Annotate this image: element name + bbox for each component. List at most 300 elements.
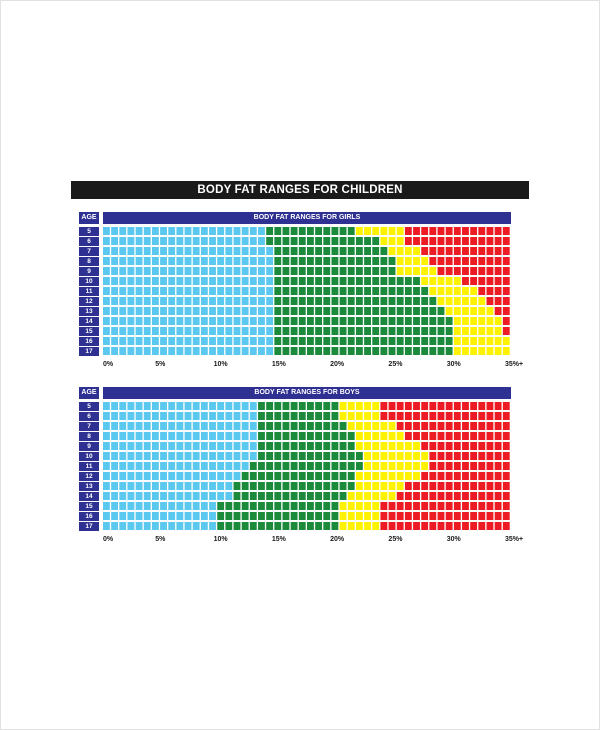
- grid-cell: [160, 287, 167, 295]
- grid-cell: [405, 512, 412, 520]
- grid-cell: [421, 297, 428, 305]
- grid-cell: [307, 307, 314, 315]
- grid-cell: [323, 247, 330, 255]
- grid-cell: [299, 267, 306, 275]
- grid-cell: [152, 482, 159, 490]
- grid-cell: [462, 297, 469, 305]
- grid-cell: [168, 277, 175, 285]
- grid-cell: [234, 502, 241, 510]
- grid-cell: [397, 317, 404, 325]
- grid-cell: [299, 307, 306, 315]
- grid-cell: [478, 522, 485, 530]
- grid-cell: [160, 297, 167, 305]
- grid-cell: [348, 502, 355, 510]
- grid-cell: [487, 492, 494, 500]
- grid-cell: [421, 227, 428, 235]
- grid-cell: [111, 267, 118, 275]
- grid-cell: [283, 307, 290, 315]
- grid-cell: [446, 347, 453, 355]
- grid-cell: [242, 412, 249, 420]
- grid-cell: [364, 452, 371, 460]
- grid-cell: [340, 472, 347, 480]
- grid-cell: [413, 442, 420, 450]
- grid-cell: [209, 402, 216, 410]
- grid-cell: [307, 442, 314, 450]
- grid-cell: [127, 412, 134, 420]
- grid-cell: [389, 412, 396, 420]
- grid-cell: [242, 347, 249, 355]
- grid-cell: [217, 432, 224, 440]
- grid-cell: [201, 422, 208, 430]
- grid-cell: [340, 522, 347, 530]
- x-tick-label: 15%: [271, 361, 286, 368]
- grid-cell: [372, 402, 379, 410]
- grid-cell: [299, 227, 306, 235]
- grid-cell: [429, 237, 436, 245]
- grid-cell: [397, 452, 404, 460]
- grid-cell: [413, 402, 420, 410]
- grid-cell: [152, 337, 159, 345]
- grid-cell: [462, 512, 469, 520]
- grid-cell: [380, 522, 387, 530]
- grid-cell: [176, 422, 183, 430]
- grid-cell: [201, 502, 208, 510]
- grid-cell: [389, 472, 396, 480]
- grid-cell: [429, 512, 436, 520]
- age-label: 16: [79, 337, 99, 346]
- grid-cell: [421, 452, 428, 460]
- grid-cell: [307, 337, 314, 345]
- grid-cell: [160, 482, 167, 490]
- grid-cell: [160, 422, 167, 430]
- grid-cell: [356, 462, 363, 470]
- age-label: 9: [79, 442, 99, 451]
- grid-cell: [470, 297, 477, 305]
- grid-cell: [307, 317, 314, 325]
- grid-cell: [274, 347, 281, 355]
- grid-cell: [446, 337, 453, 345]
- grid-cell: [111, 512, 118, 520]
- grid-cell: [364, 422, 371, 430]
- grid-cell: [209, 472, 216, 480]
- age-label: 11: [79, 287, 99, 296]
- grid-cell: [299, 522, 306, 530]
- grid-cell: [225, 492, 232, 500]
- grid-cell: [242, 462, 249, 470]
- grid-cell: [250, 267, 257, 275]
- grid-cell: [119, 327, 126, 335]
- grid-cell: [274, 247, 281, 255]
- grid-cell: [168, 512, 175, 520]
- grid-cell: [356, 247, 363, 255]
- grid-cell: [160, 317, 167, 325]
- grid-cell: [315, 442, 322, 450]
- grid-cell: [103, 462, 110, 470]
- grid-cell: [503, 492, 510, 500]
- grid-cell: [258, 267, 265, 275]
- grid-cell: [364, 442, 371, 450]
- grid-cell: [209, 502, 216, 510]
- grid-cell: [144, 347, 151, 355]
- grid-cell: [291, 347, 298, 355]
- grid-cell: [291, 402, 298, 410]
- grid-cell: [291, 317, 298, 325]
- grid-cell: [283, 297, 290, 305]
- grid-cell: [331, 337, 338, 345]
- grid-cell: [380, 482, 387, 490]
- grid-cell: [225, 422, 232, 430]
- grid-cell: [397, 512, 404, 520]
- grid-cell: [201, 277, 208, 285]
- grid-cell: [331, 432, 338, 440]
- grid-cell: [446, 327, 453, 335]
- grid-cell: [364, 257, 371, 265]
- grid-cell: [242, 442, 249, 450]
- grid-cell: [299, 337, 306, 345]
- grid-cell: [389, 307, 396, 315]
- grid-cell: [356, 452, 363, 460]
- grid-cell: [331, 317, 338, 325]
- grid-cell: [315, 237, 322, 245]
- grid-cell: [111, 452, 118, 460]
- grid-cell: [487, 422, 494, 430]
- grid-cell: [291, 502, 298, 510]
- grid-cell: [250, 337, 257, 345]
- grid-cell: [283, 277, 290, 285]
- grid-cell: [266, 512, 273, 520]
- x-tick-label: 0%: [103, 536, 114, 543]
- grid-cell: [160, 237, 167, 245]
- grid-cell: [176, 492, 183, 500]
- grid-cell: [356, 402, 363, 410]
- grid-cell: [331, 287, 338, 295]
- grid-cell: [372, 492, 379, 500]
- grid-cell: [152, 452, 159, 460]
- grid-cell: [495, 287, 502, 295]
- grid-cell: [193, 492, 200, 500]
- grid-cell: [234, 422, 241, 430]
- grid-cell: [413, 412, 420, 420]
- grid-cell: [185, 502, 192, 510]
- grid-cell: [495, 277, 502, 285]
- grid-cell: [323, 442, 330, 450]
- grid-cell: [364, 287, 371, 295]
- grid-cell: [348, 482, 355, 490]
- grid-cell: [160, 412, 167, 420]
- grid-cell: [176, 237, 183, 245]
- grid-cell: [307, 472, 314, 480]
- grid-cell: [446, 227, 453, 235]
- age-label: 15: [79, 502, 99, 511]
- grid-cell: [176, 247, 183, 255]
- grid-cell: [372, 297, 379, 305]
- grid-cell: [487, 297, 494, 305]
- grid-cell: [405, 482, 412, 490]
- grid-cell: [185, 432, 192, 440]
- grid-cell: [225, 247, 232, 255]
- grid-cell: [291, 422, 298, 430]
- grid-cell: [119, 307, 126, 315]
- grid-cell: [397, 267, 404, 275]
- grid-cell: [168, 337, 175, 345]
- grid-cell: [242, 247, 249, 255]
- grid-cell: [356, 307, 363, 315]
- grid-cell: [413, 227, 420, 235]
- grid-cell: [315, 267, 322, 275]
- grid-cell: [348, 512, 355, 520]
- grid-cell: [495, 442, 502, 450]
- grid-cell: [176, 287, 183, 295]
- grid-cell: [250, 512, 257, 520]
- grid-cell: [136, 412, 143, 420]
- grid-cell: [274, 257, 281, 265]
- grid-cell: [250, 307, 257, 315]
- grid-cell: [193, 277, 200, 285]
- grid-cell: [315, 452, 322, 460]
- grid-cell: [209, 287, 216, 295]
- age-label: 13: [79, 482, 99, 491]
- grid-cell: [331, 452, 338, 460]
- grid-cell: [495, 452, 502, 460]
- grid-cell: [168, 247, 175, 255]
- grid-cell: [127, 502, 134, 510]
- grid-cell: [380, 347, 387, 355]
- grid-cell: [405, 307, 412, 315]
- grid-cell: [274, 482, 281, 490]
- grid-cell: [242, 492, 249, 500]
- grid-cell: [413, 267, 420, 275]
- grid-cell: [103, 422, 110, 430]
- grid-cell: [136, 307, 143, 315]
- grid-cell: [291, 267, 298, 275]
- grid-cell: [242, 257, 249, 265]
- grid-cell: [364, 412, 371, 420]
- grid-cell: [470, 402, 477, 410]
- grid-cell: [470, 492, 477, 500]
- grid-cell: [160, 247, 167, 255]
- grid-cell: [438, 287, 445, 295]
- grid-cell: [356, 412, 363, 420]
- grid-cell: [331, 492, 338, 500]
- grid-cell: [429, 267, 436, 275]
- grid-cell: [144, 492, 151, 500]
- grid-cell: [495, 257, 502, 265]
- grid-cell: [185, 237, 192, 245]
- grid-cell: [487, 257, 494, 265]
- grid-cell: [478, 452, 485, 460]
- grid-cell: [250, 247, 257, 255]
- grid-cell: [266, 482, 273, 490]
- grid-cell: [446, 257, 453, 265]
- grid-cell: [144, 287, 151, 295]
- grid-cell: [331, 277, 338, 285]
- grid-cell: [111, 422, 118, 430]
- grid-cell: [250, 472, 257, 480]
- grid-cell: [405, 522, 412, 530]
- grid-cell: [372, 237, 379, 245]
- grid-cell: [127, 277, 134, 285]
- grid-cell: [136, 237, 143, 245]
- grid-cell: [266, 502, 273, 510]
- grid-cell: [356, 482, 363, 490]
- body-fat-grid: [103, 402, 511, 532]
- grid-cell: [250, 482, 257, 490]
- grid-cell: [307, 502, 314, 510]
- grid-cell: [389, 227, 396, 235]
- grid-cell: [217, 402, 224, 410]
- grid-cell: [176, 412, 183, 420]
- grid-cell: [250, 432, 257, 440]
- grid-cell: [478, 472, 485, 480]
- grid-cell: [283, 452, 290, 460]
- grid-cell: [478, 492, 485, 500]
- grid-cell: [250, 412, 257, 420]
- grid-cell: [176, 267, 183, 275]
- grid-cell: [364, 432, 371, 440]
- grid-cell: [364, 237, 371, 245]
- grid-cell: [111, 257, 118, 265]
- grid-cell: [250, 422, 257, 430]
- age-label: 10: [79, 277, 99, 286]
- grid-cell: [127, 307, 134, 315]
- grid-cell: [397, 327, 404, 335]
- grid-cell: [299, 257, 306, 265]
- grid-cell: [307, 327, 314, 335]
- grid-cell: [119, 237, 126, 245]
- grid-cell: [103, 227, 110, 235]
- grid-cell: [283, 402, 290, 410]
- grid-cell: [144, 277, 151, 285]
- grid-cell: [348, 522, 355, 530]
- grid-cell: [266, 227, 273, 235]
- grid-cell: [168, 402, 175, 410]
- grid-cell: [446, 522, 453, 530]
- grid-cell: [470, 267, 477, 275]
- grid-cell: [307, 522, 314, 530]
- grid-cell: [209, 442, 216, 450]
- grid-cell: [454, 432, 461, 440]
- grid-cell: [119, 492, 126, 500]
- grid-cell: [136, 247, 143, 255]
- grid-cell: [168, 522, 175, 530]
- grid-cell: [152, 492, 159, 500]
- grid-cell: [487, 432, 494, 440]
- age-label: 17: [79, 522, 99, 531]
- grid-cell: [283, 412, 290, 420]
- grid-cell: [446, 422, 453, 430]
- age-label: 13: [79, 307, 99, 316]
- grid-cell: [503, 247, 510, 255]
- grid-cell: [487, 502, 494, 510]
- grid-cell: [185, 462, 192, 470]
- grid-cell: [503, 452, 510, 460]
- grid-cell: [462, 482, 469, 490]
- grid-cell: [413, 512, 420, 520]
- grid-cell: [315, 347, 322, 355]
- grid-cell: [389, 317, 396, 325]
- grid-cell: [234, 402, 241, 410]
- grid-cell: [364, 267, 371, 275]
- grid-cell: [413, 277, 420, 285]
- grid-cell: [111, 412, 118, 420]
- grid-cell: [225, 297, 232, 305]
- age-label: 17: [79, 347, 99, 356]
- grid-cell: [193, 347, 200, 355]
- grid-cell: [405, 502, 412, 510]
- grid-cell: [397, 502, 404, 510]
- grid-cell: [144, 337, 151, 345]
- grid-cell: [283, 347, 290, 355]
- grid-cell: [127, 247, 134, 255]
- grid-cell: [421, 502, 428, 510]
- grid-cell: [397, 422, 404, 430]
- grid-cell: [478, 412, 485, 420]
- age-label: 6: [79, 412, 99, 421]
- grid-cell: [438, 267, 445, 275]
- grid-cell: [119, 472, 126, 480]
- age-label: 10: [79, 452, 99, 461]
- grid-cell: [209, 492, 216, 500]
- grid-cell: [283, 327, 290, 335]
- grid-cell: [176, 337, 183, 345]
- grid-cell: [331, 267, 338, 275]
- grid-cell: [103, 327, 110, 335]
- grid-cell: [152, 327, 159, 335]
- grid-cell: [429, 337, 436, 345]
- grid-cell: [503, 432, 510, 440]
- grid-cell: [250, 277, 257, 285]
- grid-cell: [487, 402, 494, 410]
- grid-cell: [119, 502, 126, 510]
- grid-cell: [136, 442, 143, 450]
- grid-cell: [348, 287, 355, 295]
- grid-cell: [283, 502, 290, 510]
- grid-cell: [429, 247, 436, 255]
- grid-cell: [291, 412, 298, 420]
- grid-cell: [258, 442, 265, 450]
- grid-cell: [413, 307, 420, 315]
- grid-cell: [193, 412, 200, 420]
- grid-cell: [201, 287, 208, 295]
- grid-cell: [176, 502, 183, 510]
- grid-cell: [152, 347, 159, 355]
- grid-cell: [356, 422, 363, 430]
- grid-cell: [364, 227, 371, 235]
- x-tick-label: 30%: [446, 536, 461, 543]
- grid-cell: [429, 402, 436, 410]
- grid-cell: [258, 327, 265, 335]
- grid-cell: [299, 492, 306, 500]
- grid-cell: [119, 482, 126, 490]
- grid-cell: [266, 347, 273, 355]
- grid-cell: [144, 472, 151, 480]
- grid-cell: [470, 317, 477, 325]
- grid-cell: [495, 247, 502, 255]
- grid-cell: [291, 522, 298, 530]
- grid-cell: [372, 267, 379, 275]
- grid-cell: [446, 247, 453, 255]
- grid-cell: [193, 462, 200, 470]
- grid-cell: [111, 227, 118, 235]
- grid-cell: [266, 522, 273, 530]
- grid-cell: [462, 277, 469, 285]
- grid-cell: [119, 422, 126, 430]
- grid-cell: [274, 412, 281, 420]
- grid-cell: [119, 402, 126, 410]
- grid-cell: [389, 337, 396, 345]
- grid-cell: [331, 472, 338, 480]
- grid-cell: [201, 482, 208, 490]
